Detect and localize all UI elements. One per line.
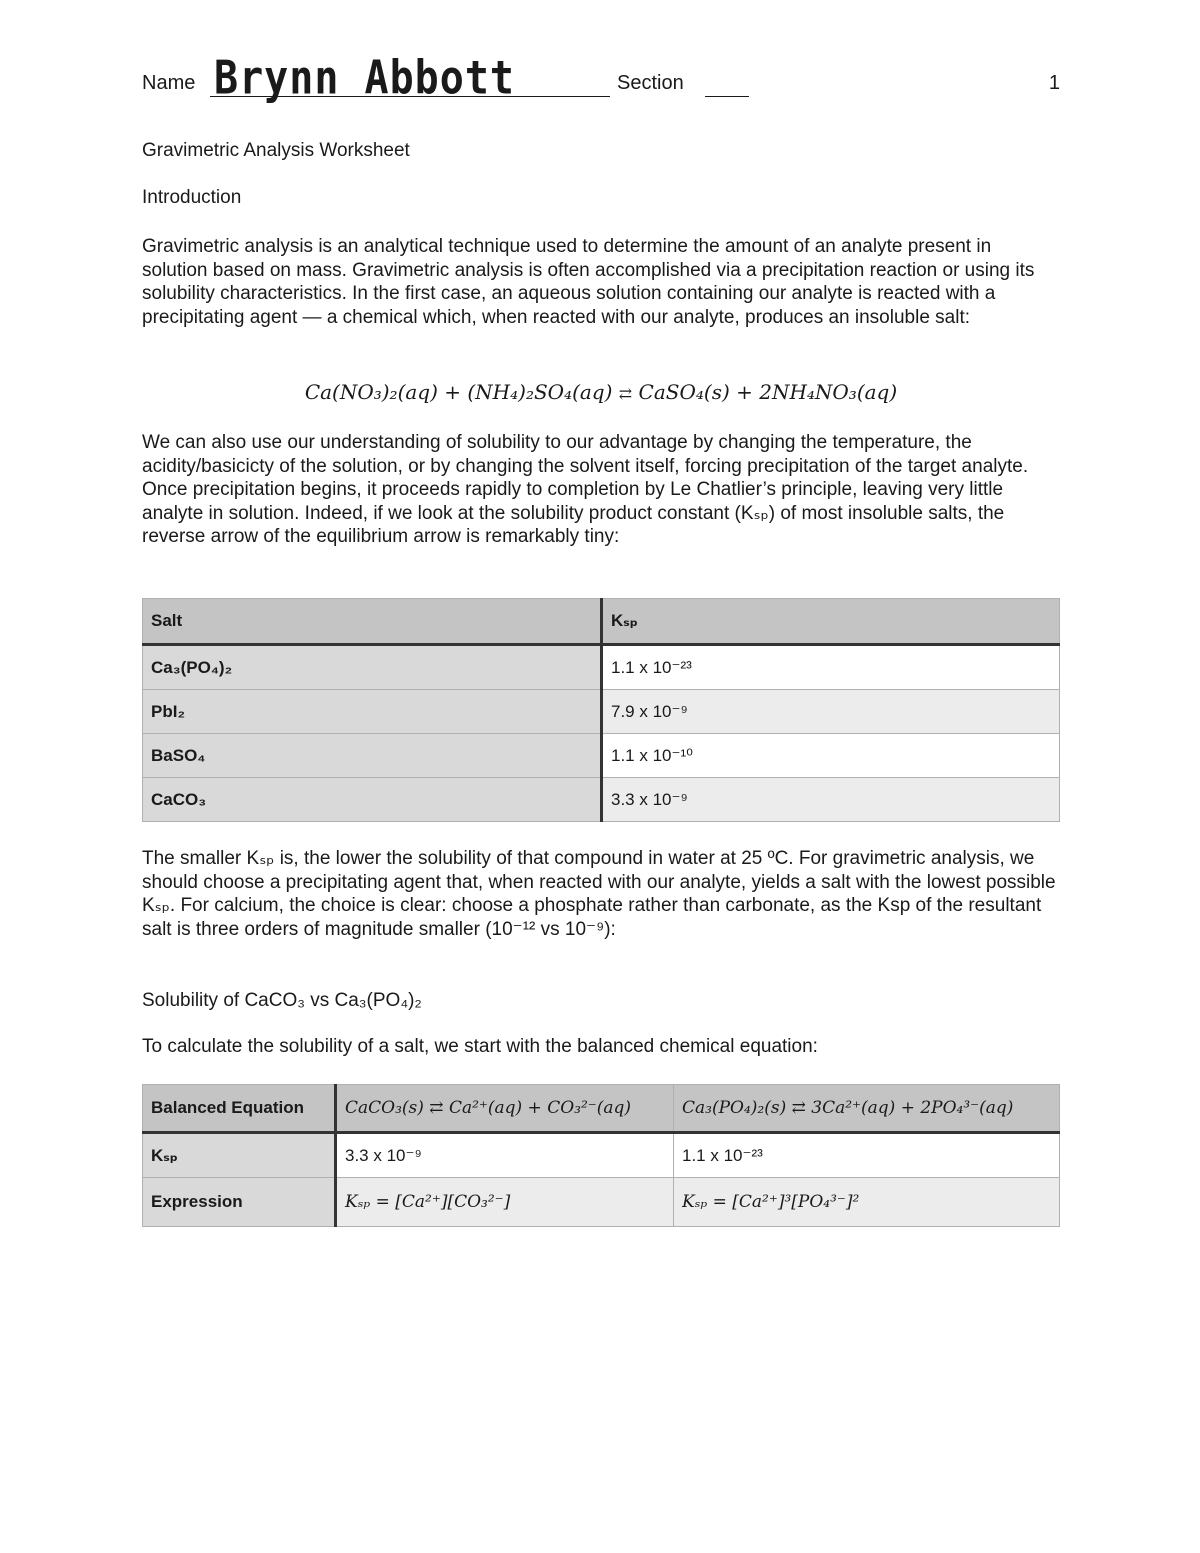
introduction-heading: Introduction — [142, 187, 242, 208]
column-header-salt: Salt — [143, 599, 602, 645]
solubility-paragraph: We can also use our understanding of solubility to our advantage by changing the temperature, the acidity/basicicty of the solution, or by changing the solvent itself, forcing precipitation of the target analyte. Once precipitation begins, it proceeds rapidly to completion by Le Chatlier’s principle, leaving very little analyte in solution. Indeed, if we look at the solubility product constant (Kₛₚ) of most insoluble salts, the reverse arrow of the equilibrium arrow is remarkably tiny: — [142, 432, 1029, 548]
precipitation-reaction — [142, 380, 1060, 404]
intro-paragraph: Gravimetric analysis is an analytical technique used to determine the amount of an analyte present in solution based on mass. Gravimetric analysis is often accomplished via a precipitation reaction or using its solubility characteristics. In the first case, an aqueous solution containing our analyte is reacted with a precipitating agent — a chemical which, when reacted with our analyte, produces an insoluble salt: — [142, 236, 1035, 328]
handwritten-name: Brynn Abbott — [214, 52, 515, 105]
salt-cell: PbI₂ — [143, 690, 602, 734]
section-underline — [705, 96, 749, 97]
caco3-ksp-expression: Kₛₚ = [Ca²⁺][CO₃²⁻] — [336, 1178, 674, 1227]
section-label: Section — [617, 72, 684, 94]
balanced-equation-table — [142, 1084, 1060, 1227]
ksp-cell: 1.1 x 10⁻¹⁰ — [602, 734, 1060, 778]
salt-cell: Ca₃(PO₄)₂ — [143, 645, 602, 690]
table-row — [143, 734, 1060, 778]
reaction-products: CaSO₄(s) + 2NH₄NO₃(aq) — [638, 380, 898, 404]
ca3po42-ksp-value: 1.1 x 10⁻²³ — [674, 1133, 1060, 1178]
table-row — [143, 778, 1060, 822]
equilibrium-arrow-icon: ⇄ — [618, 384, 633, 403]
expression-row — [143, 1178, 1060, 1227]
page-number: 1 — [1048, 72, 1060, 94]
reaction-reactants: Ca(NO₃)₂(aq) + (NH₄)₂SO₄(aq) — [304, 380, 613, 404]
ksp-table — [142, 598, 1060, 822]
ksp-comparison-paragraph: The smaller Kₛₚ is, the lower the solubility of that compound in water at 25 ºC. For gravimetric analysis, we should choose a precipitating agent that, when reacted with our analyte, yields a salt with the lowest possible Kₛₚ. For calcium, the choice is clear: choose a phosphate rather than carbonate, as the Ksp of the resultant salt is three orders of magnitude smaller (10⁻¹² vs 10⁻⁹): — [142, 848, 1056, 940]
ksp-cell: 3.3 x 10⁻⁹ — [602, 778, 1060, 822]
table-row — [143, 690, 1060, 734]
ksp-cell: 7.9 x 10⁻⁹ — [602, 690, 1060, 734]
ksp-table-header-row — [143, 599, 1060, 645]
equation-header-row — [143, 1085, 1060, 1133]
ksp-row — [143, 1133, 1060, 1178]
caco3-equation: CaCO₃(s) ⇄ Ca²⁺(aq) + CO₃²⁻(aq) — [336, 1085, 674, 1133]
expression-row-label: Expression — [143, 1178, 336, 1227]
salt-cell: CaCO₃ — [143, 778, 602, 822]
salt-cell: BaSO₄ — [143, 734, 602, 778]
ca3po42-equation: Ca₃(PO₄)₂(s) ⇄ 3Ca²⁺(aq) + 2PO₄³⁻(aq) — [674, 1085, 1060, 1133]
page-header — [142, 52, 1060, 132]
calculation-intro: To calculate the solubility of a salt, we start with the balanced chemical equation: — [142, 1036, 818, 1057]
name-label: Name — [142, 72, 196, 94]
caco3-ksp-value: 3.3 x 10⁻⁹ — [336, 1133, 674, 1178]
table-row — [143, 645, 1060, 690]
document-title: Gravimetric Analysis Worksheet — [142, 140, 410, 161]
ksp-row-label: Kₛₚ — [143, 1133, 336, 1178]
ksp-cell: 1.1 x 10⁻²³ — [602, 645, 1060, 690]
solubility-subheading: Solubility of CaCO₃ vs Ca₃(PO₄)₂ — [142, 990, 422, 1011]
ca3po42-ksp-expression: Kₛₚ = [Ca²⁺]³[PO₄³⁻]² — [674, 1178, 1060, 1227]
balanced-equation-label: Balanced Equation — [143, 1085, 336, 1133]
column-header-ksp: Kₛₚ — [602, 599, 1060, 645]
